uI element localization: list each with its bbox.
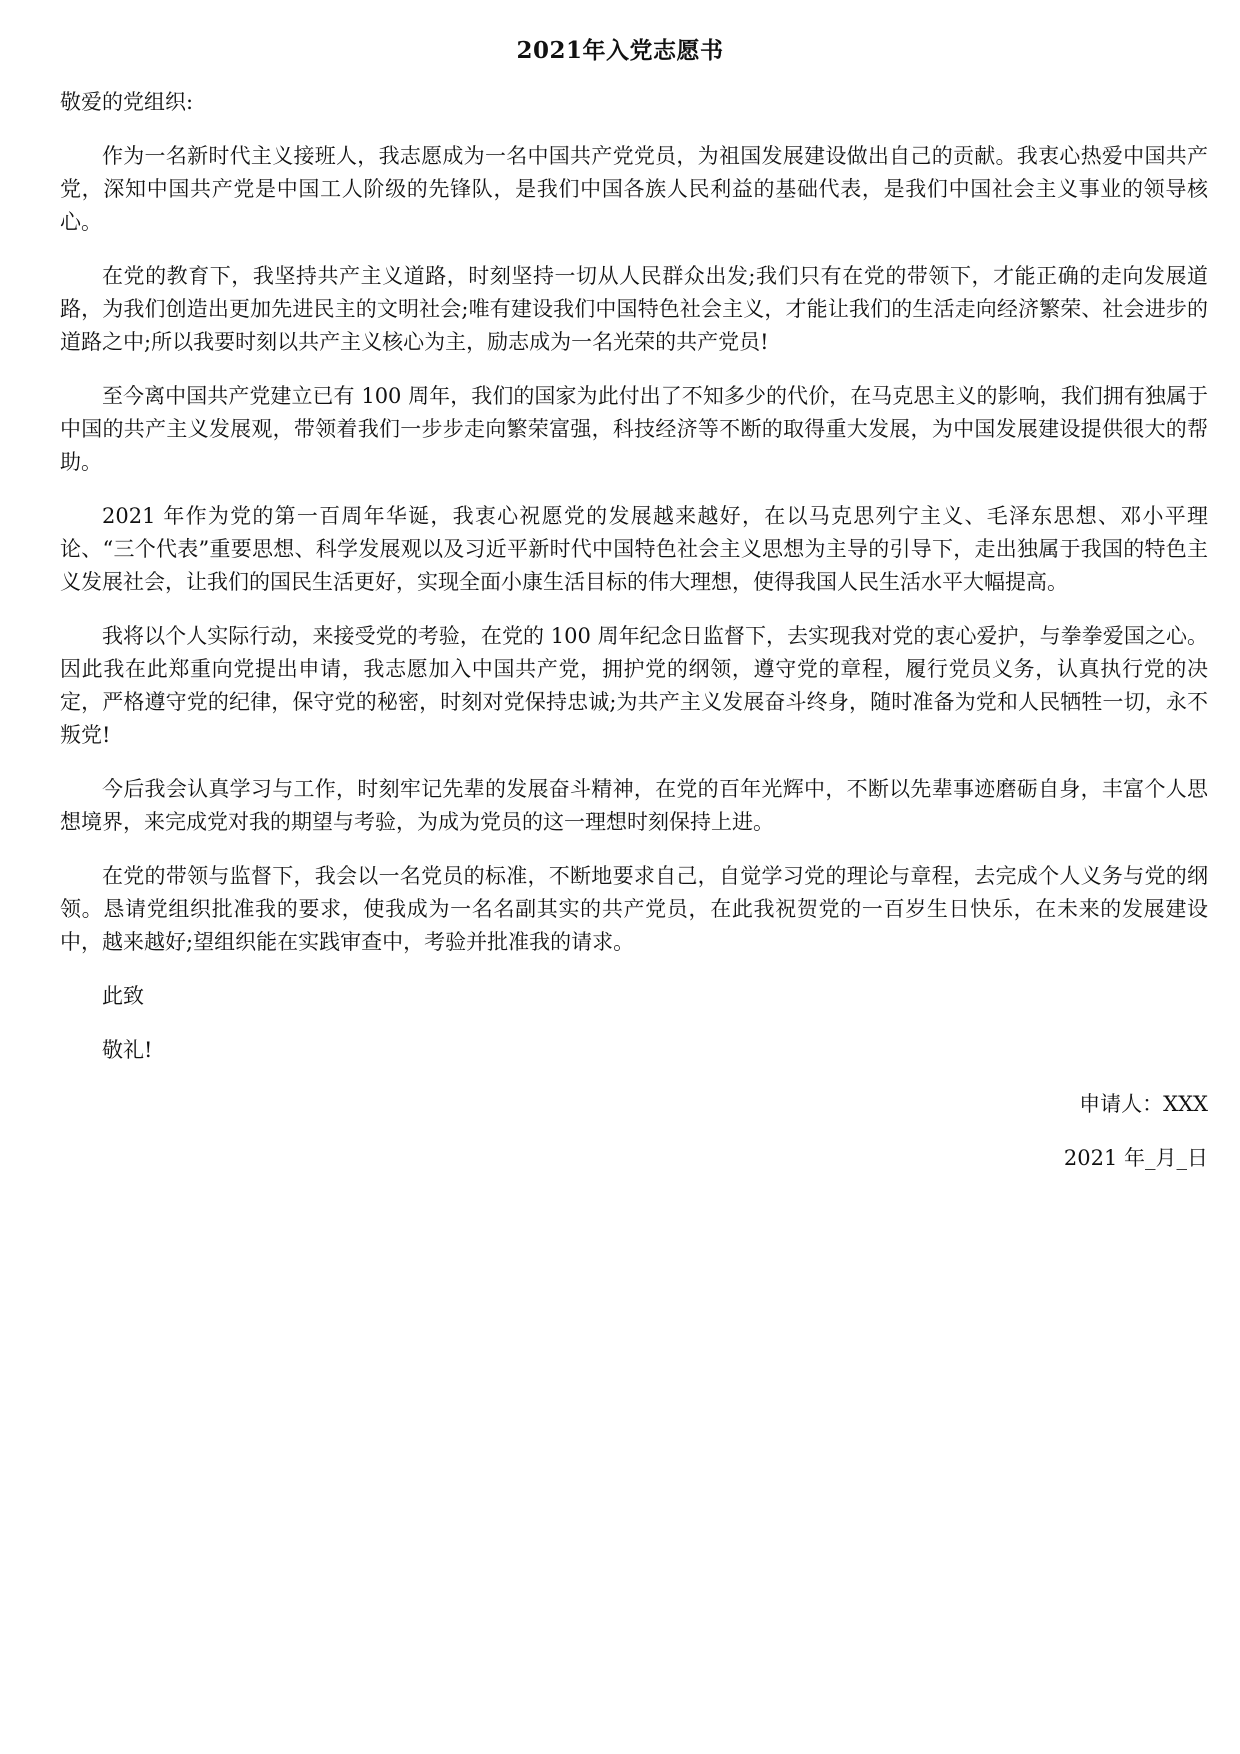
salutation: 敬爱的党组织: bbox=[60, 90, 194, 114]
body-paragraph: 2021 年作为党的第一百周年华诞，我衷心祝愿党的发展越来越好，在以马克思列宁主义、毛泽东思想、邓小平理论、“三个代表”重要思想、科学发展观以及习近平新时代中国特色社会主义思想为主导的引导下，走出独属于我国的特色主义发展社会，让我们的国民生活更好，实现全面小康生活目标的伟大理想，使得我国人民生活水平大幅提高。 bbox=[60, 504, 1208, 594]
closing-salute: 敬礼! bbox=[102, 1038, 153, 1062]
body-paragraph: 我将以个人实际行动，来接受党的考验，在党的 100 周年纪念日监督下，去实现我对党的衷心爱护，与拳拳爱国之心。因此我在此郑重向党提出申请，我志愿加入中国共产党，拥护党的纲领，遵守党的章程，履行党员义务，认真执行党的决定，严格遵守党的纪律，保守党的秘密，时刻对党保持忠诚;为共产主义发展奋斗终身，随时准备为党和人民牺牲一切，永不叛党! bbox=[60, 624, 1208, 747]
document-title: 2021年入党志愿书 bbox=[516, 37, 724, 64]
applicant-signature: 申请人：XXX bbox=[1079, 1092, 1208, 1116]
body-paragraph: 今后我会认真学习与工作，时刻牢记先辈的发展奋斗精神，在党的百年光辉中，不断以先辈事迹磨砺自身，丰富个人思想境界，来完成党对我的期望与考验，为成为党员的这一理想时刻保持上进。 bbox=[60, 777, 1208, 834]
body-paragraph: 在党的教育下，我坚持共产主义道路，时刻坚持一切从人民群众出发;我们只有在党的带领下，才能正确的走向发展道路，为我们创造出更加先进民主的文明社会;唯有建设我们中国特色社会主义，才能让我们的生活走向经济繁荣、社会进步的道路之中;所以我要时刻以共产主义核心为主，励志成为一名光荣的共产党员! bbox=[60, 264, 1208, 354]
date-line: 2021 年_月_日 bbox=[1063, 1146, 1208, 1170]
document-body bbox=[60, 86, 1208, 1196]
body-paragraph: 至今离中国共产党建立已有 100 周年，我们的国家为此付出了不知多少的代价，在马克思主义的影响，我们拥有独属于中国的共产主义发展观，带领着我们一步步走向繁荣富强，科技经济等不断的取得重大发展，为中国发展建设提供很大的帮助。 bbox=[60, 384, 1208, 474]
body-paragraph: 作为一名新时代主义接班人，我志愿成为一名中国共产党党员，为祖国发展建设做出自己的贡献。我衷心热爱中国共产党，深知中国共产党是中国工人阶级的先锋队，是我们中国各族人民利益的基础代表，是我们中国社会主义事业的领导核心。 bbox=[60, 144, 1208, 234]
closing-line: 此致 bbox=[102, 984, 144, 1008]
body-paragraph: 在党的带领与监督下，我会以一名党员的标准，不断地要求自己，自觉学习党的理论与章程，去完成个人义务与党的纲领。恳请党组织批准我的要求，使我成为一名名副其实的共产党员，在此我祝贺党的一百岁生日快乐，在未来的发展建设中，越来越好;望组织能在实践审查中，考验并批准我的请求。 bbox=[60, 864, 1208, 954]
